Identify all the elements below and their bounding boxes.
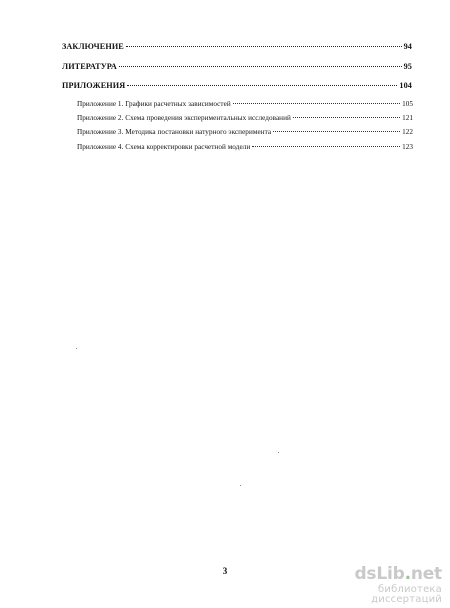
toc-entry-page: 104	[399, 81, 412, 90]
toc-entry-appendices	[62, 81, 412, 90]
toc-entry-label: Приложение 3. Методика постановки натурного эксперимента	[77, 128, 272, 136]
toc-entry-appendix-3	[77, 128, 413, 136]
toc-entry-label: Приложение 4. Схема корректировки расчетной модели	[77, 143, 251, 151]
toc-entry-conclusion	[62, 42, 412, 51]
dot-leader	[127, 85, 397, 86]
scan-speck	[278, 452, 279, 453]
toc-entry-page: 95	[403, 62, 412, 71]
dot-leader	[273, 131, 400, 132]
table-of-contents	[0, 0, 450, 200]
watermark-brand-left: dsLib	[354, 564, 405, 584]
toc-entry-page: 105	[402, 100, 413, 108]
toc-entry-label: Приложение 2. Схема проведения экспериментальных исследований	[77, 114, 291, 122]
toc-entry-page: 94	[403, 42, 412, 51]
watermark-logo	[342, 566, 442, 583]
toc-entry-appendix-2	[77, 114, 413, 122]
toc-entry-appendix-1	[77, 100, 413, 108]
watermark-brand-dot: .	[404, 564, 411, 584]
dot-leader	[252, 146, 400, 147]
toc-entry-label: ЛИТЕРАТУРА	[62, 62, 117, 71]
dot-leader	[126, 46, 402, 47]
dot-leader	[293, 117, 400, 118]
toc-entry-label: Приложение 1. Графики расчетных зависимостей	[77, 100, 231, 108]
toc-entry-label: ПРИЛОЖЕНИЯ	[62, 81, 126, 90]
site-watermark	[342, 566, 442, 605]
page-number: 3	[222, 566, 228, 576]
toc-entry-literature	[62, 62, 412, 71]
dot-leader	[119, 66, 402, 67]
scan-speck	[240, 485, 241, 486]
toc-entry-appendix-4	[77, 143, 413, 151]
scan-speck	[76, 348, 77, 349]
toc-entry-page: 122	[402, 128, 413, 136]
toc-entry-page: 123	[402, 143, 413, 151]
watermark-tagline: библиотека диссертаций	[371, 584, 442, 605]
watermark-brand-right: net	[410, 564, 442, 584]
dot-leader	[233, 103, 400, 104]
toc-entry-label: ЗАКЛЮЧЕНИЕ	[62, 42, 124, 51]
toc-entry-page: 121	[402, 114, 413, 122]
